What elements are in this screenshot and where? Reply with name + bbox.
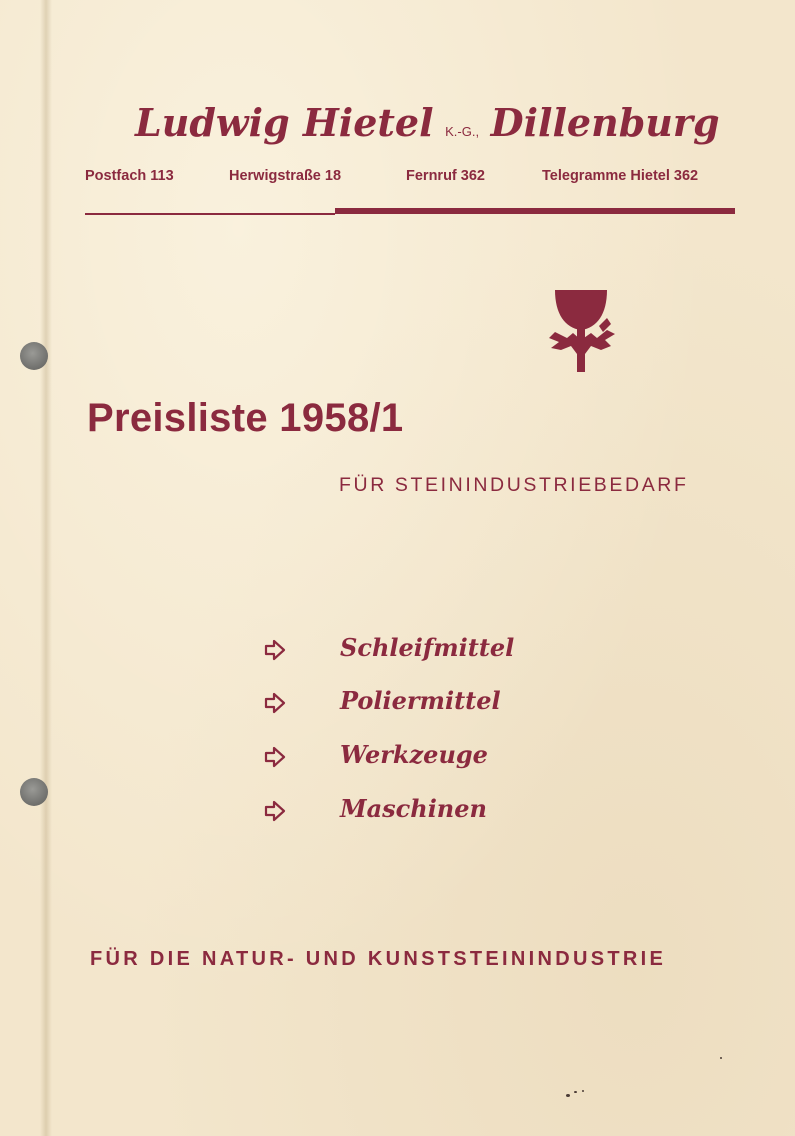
page-subtitle: FÜR STEININDUSTRIEBEDARF bbox=[339, 474, 689, 496]
product-item bbox=[264, 686, 524, 720]
firm-name bbox=[135, 100, 720, 160]
product-label: Maschinen bbox=[340, 794, 487, 823]
punch-hole-bottom bbox=[20, 778, 48, 806]
goblet-emblem-icon bbox=[545, 288, 617, 374]
product-item bbox=[264, 740, 524, 774]
firm-location: Dillenburg bbox=[490, 100, 720, 145]
outline-arrow-right-icon bbox=[264, 800, 286, 822]
telegram-address: Telegramme Hietel 362 bbox=[542, 168, 699, 184]
postfach-text: Postfach 113 bbox=[85, 168, 174, 184]
ink-speck bbox=[566, 1094, 570, 1097]
street-address: Herwigstraße 18 bbox=[229, 168, 342, 184]
ink-speck bbox=[574, 1091, 577, 1093]
ink-speck bbox=[720, 1057, 722, 1059]
divider-thin bbox=[85, 213, 335, 215]
firm-legal-form: K.-G., bbox=[445, 124, 480, 139]
firm-name-part1: Ludwig Hietel bbox=[135, 100, 434, 145]
product-item bbox=[264, 794, 524, 828]
phone-number: Fernruf 362 bbox=[406, 168, 485, 184]
outline-arrow-right-icon bbox=[264, 639, 286, 661]
product-label: Werkzeuge bbox=[340, 740, 488, 769]
paper-fold-shadow bbox=[40, 0, 52, 1136]
ink-speck bbox=[582, 1090, 584, 1092]
outline-arrow-right-icon bbox=[264, 692, 286, 714]
product-label: Poliermittel bbox=[340, 686, 501, 715]
outline-arrow-right-icon bbox=[264, 746, 286, 768]
punch-hole-top bbox=[20, 342, 48, 370]
product-label: Schleifmittel bbox=[340, 633, 515, 662]
footer-tagline: FÜR DIE NATUR- UND KUNSTSTEININDUSTRIE bbox=[90, 948, 667, 970]
page-title: Preisliste 1958/1 bbox=[87, 396, 404, 440]
divider-thick bbox=[335, 208, 735, 214]
product-item bbox=[264, 633, 524, 667]
